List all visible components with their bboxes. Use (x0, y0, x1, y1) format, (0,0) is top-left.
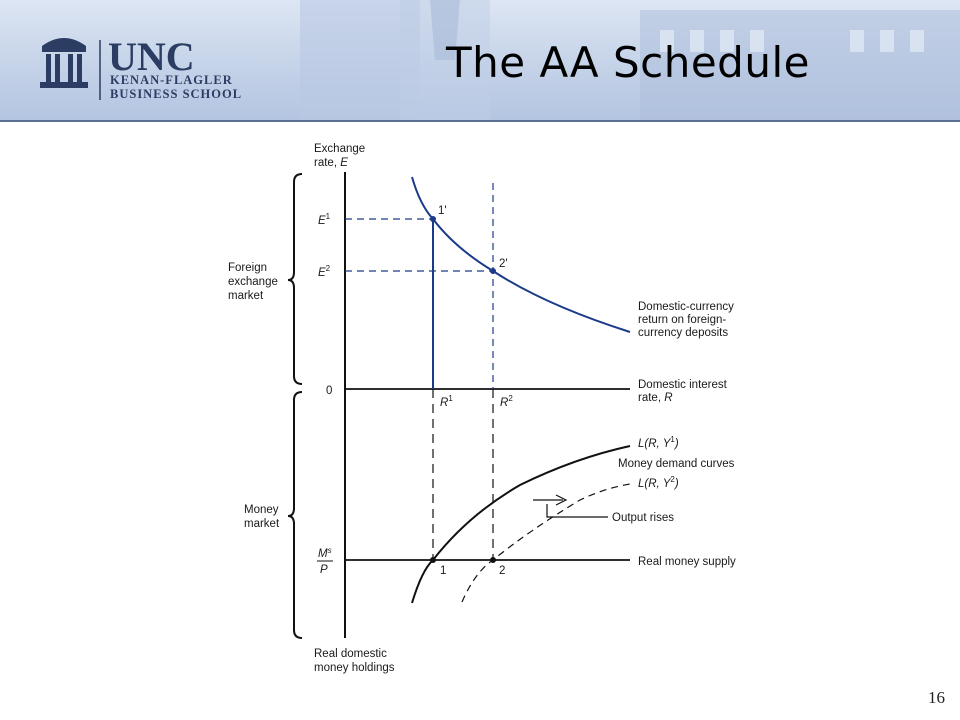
logo-line1: KENAN-FLAGLER (110, 73, 233, 87)
bottom-label-line2: money holdings (314, 662, 395, 674)
y-axis-label-line2: rate, E (314, 157, 348, 169)
fx-market-brace (288, 174, 302, 384)
y-axis-label-line1: Exchange (314, 143, 366, 155)
money-demand-curve-1 (412, 446, 630, 603)
interest-axis-label-1: Domestic interest (638, 379, 727, 391)
logo-line2: BUSINESS SCHOOL (110, 87, 243, 101)
fx-curve-label-2: return on foreign- (638, 314, 727, 326)
money-market-label-1: Money (244, 504, 279, 516)
point-2-dot (490, 557, 496, 563)
slide-title: The AA Schedule (446, 38, 810, 87)
fx-curve-label-3: currency deposits (638, 327, 729, 339)
fx-return-curve (412, 177, 630, 332)
e2-label: $E^2$ (318, 264, 331, 279)
ms-numerator: $M^s$ (318, 546, 332, 560)
e1-label: $E^1$ (318, 212, 331, 227)
fx-market-label-3: market (228, 290, 264, 302)
r2-label: $R^2$ (500, 394, 513, 409)
point-2-prime-label: 2' (499, 258, 508, 270)
output-rises-label: Output rises (612, 512, 674, 524)
money-market-brace (288, 392, 302, 638)
r1-label: $R^1$ (440, 394, 453, 409)
point-2-prime-dot (490, 268, 496, 274)
money-supply-label: Real money supply (638, 556, 736, 568)
ms-denominator: P (320, 564, 328, 576)
logo-unc-text: UNC (108, 34, 195, 79)
interest-axis-label-2: rate, R (638, 392, 673, 404)
page-number: 16 (928, 688, 945, 707)
point-2-label: 2 (499, 565, 506, 577)
l1-label: L(R, $Y^1$) (638, 435, 679, 450)
money-market-label-2: market (244, 518, 280, 530)
point-1-prime-label: 1' (438, 205, 447, 217)
point-1-label: 1 (440, 565, 447, 577)
fx-market-label-2: exchange (228, 276, 278, 288)
point-1-dot (430, 557, 436, 563)
money-demand-curve-2 (462, 484, 630, 602)
bottom-label-line1: Real domestic (314, 648, 387, 660)
fx-curve-label-1: Domestic-currency (638, 301, 734, 313)
output-bracket (547, 504, 608, 517)
point-1-prime-dot (430, 216, 436, 222)
fx-market-label-1: Foreign (228, 262, 267, 274)
l2-label: L(R, $Y^2$) (638, 475, 679, 490)
zero-label: 0 (326, 385, 333, 397)
money-demand-label: Money demand curves (618, 458, 735, 470)
